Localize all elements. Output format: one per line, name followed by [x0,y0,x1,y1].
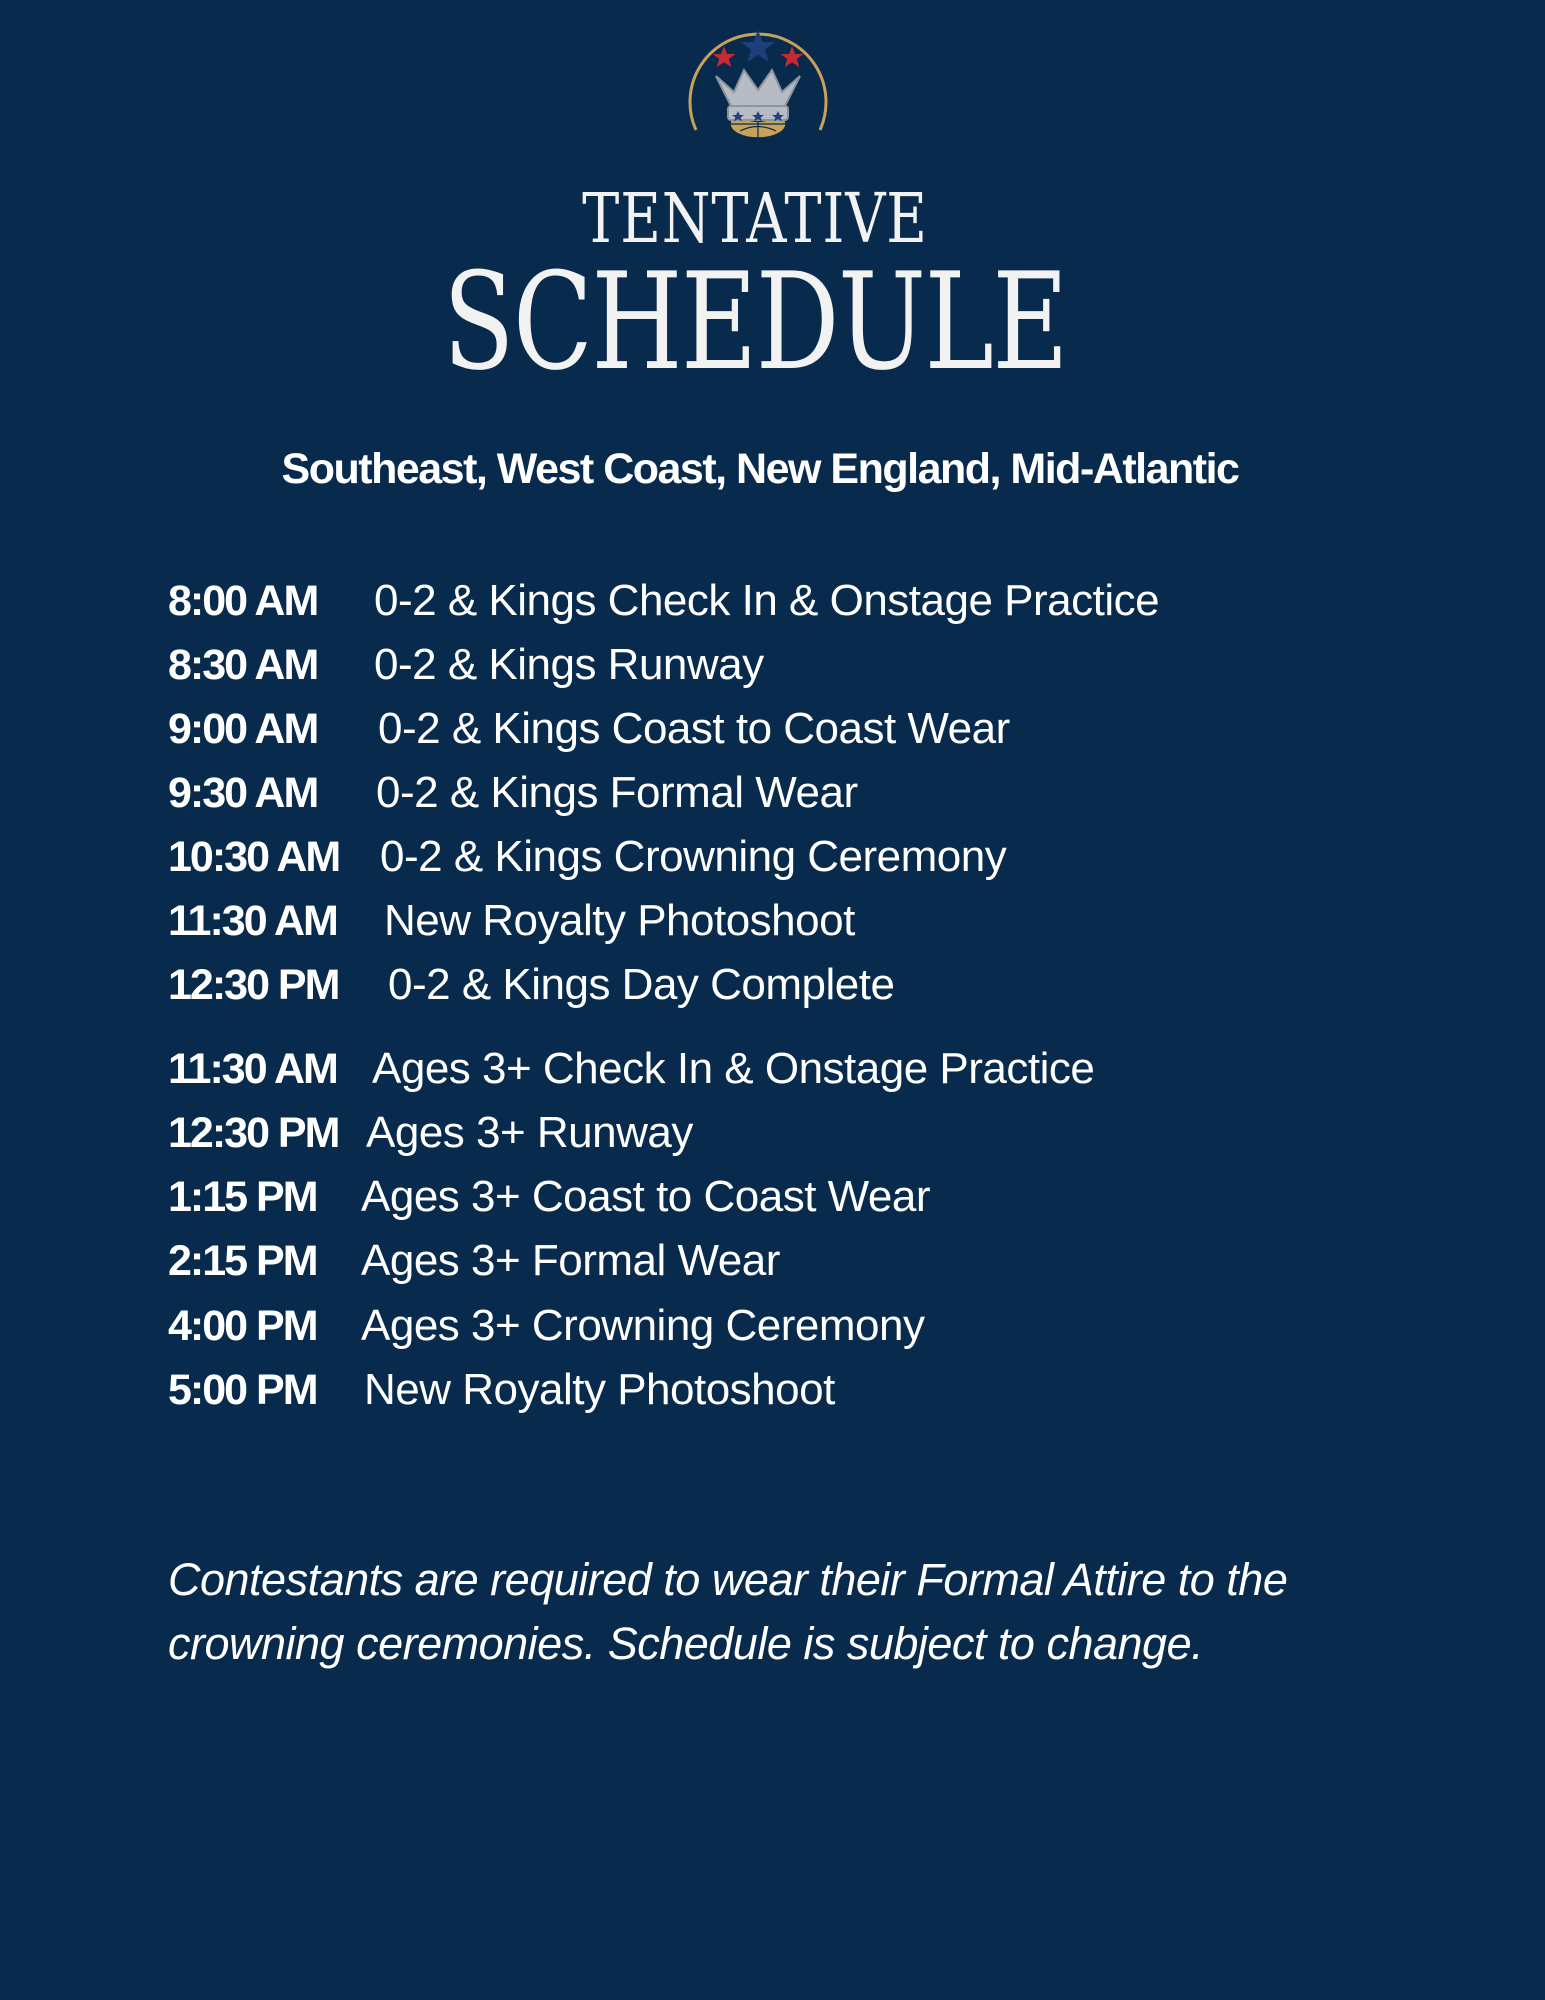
schedule-event: 0-2 & Kings Check In & Onstage Practice [374,576,1160,625]
schedule-row [168,890,855,952]
schedule-time: 8:00 AM [168,576,318,625]
schedule-event: Ages 3+ Runway [366,1108,693,1157]
schedule-row [168,1230,780,1292]
crown-logo-icon [682,20,834,146]
schedule-event: Ages 3+ Formal Wear [361,1236,780,1285]
schedule-event: 0-2 & Kings Runway [374,640,764,689]
schedule-event: New Royalty Photoshoot [384,896,855,945]
title-tentative: TENTATIVE [582,180,928,259]
schedule-row [168,826,1006,888]
schedule-event: 0-2 & Kings Formal Wear [376,768,858,817]
schedule-time: 12:30 PM [168,960,339,1009]
schedule-row [168,634,764,696]
schedule-row [168,1102,693,1164]
schedule-time: 5:00 PM [168,1365,317,1414]
schedule-row [168,1295,924,1357]
schedule-time: 11:30 AM [168,1044,337,1093]
schedule-event: 0-2 & Kings Crowning Ceremony [380,832,1007,881]
schedule-row [168,1359,835,1421]
schedule-time: 4:00 PM [168,1301,317,1350]
schedule-time: 9:30 AM [168,768,318,817]
schedule-row [168,762,858,824]
disclaimer-note: Contestants are required to wear their Formal Attire to the crowning ceremonies. Schedule is subject to change. [168,1554,1288,1669]
schedule-time: 12:30 PM [168,1108,339,1157]
schedule-event: Ages 3+ Crowning Ceremony [361,1301,925,1350]
schedule-row [168,570,1159,632]
title-schedule: SCHEDULE [442,244,1068,400]
schedule-time: 9:00 AM [168,704,318,753]
schedule-time: 1:15 PM [168,1172,317,1221]
schedule-event: Ages 3+ Coast to Coast Wear [361,1172,930,1221]
schedule-time: 10:30 AM [168,832,340,881]
schedule-event: Ages 3+ Check In & Onstage Practice [372,1044,1095,1093]
schedule-event: New Royalty Photoshoot [364,1365,835,1414]
schedule-event: 0-2 & Kings Coast to Coast Wear [378,704,1010,753]
regions-subtitle: Southeast, West Coast, New England, Mid-Atlantic [281,445,1239,493]
schedule-row [168,954,894,1016]
schedule-row [168,1038,1094,1100]
schedule-event: 0-2 & Kings Day Complete [388,960,895,1009]
schedule-row [168,1166,930,1228]
schedule-time: 2:15 PM [168,1236,317,1285]
schedule-row [168,698,1010,760]
schedule-time: 11:30 AM [168,896,337,945]
schedule-time: 8:30 AM [168,640,318,689]
